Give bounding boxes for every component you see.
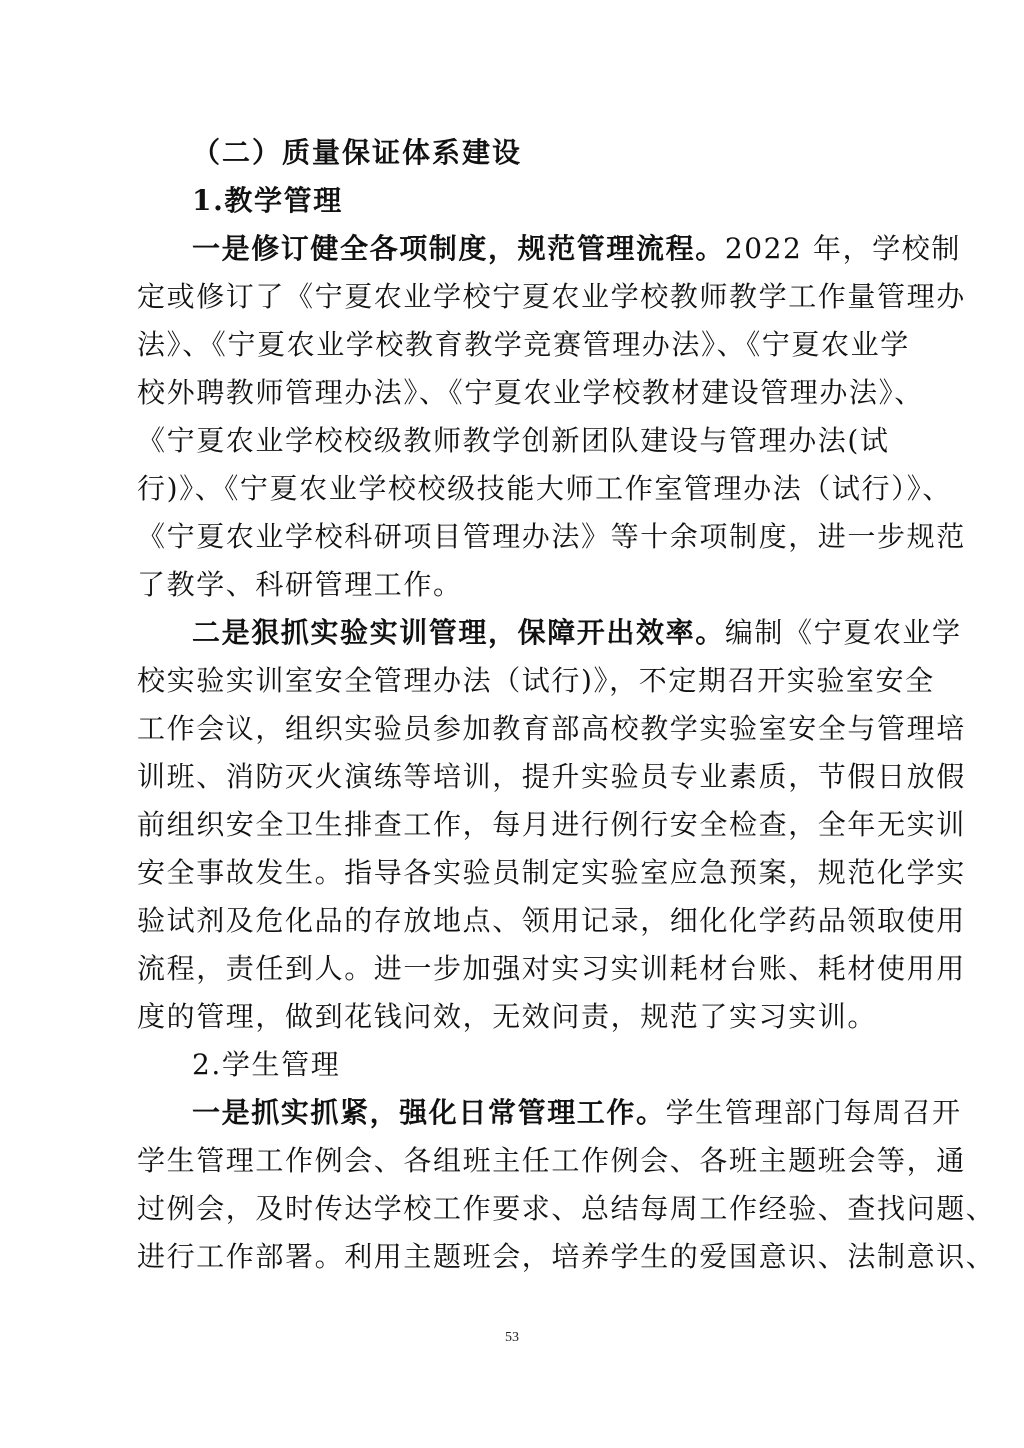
paragraph-3-line-1	[192, 1093, 962, 1133]
paragraph-1-line: 定或修订了《宁夏农业学校宁夏农业学校教师教学工作量管理办	[137, 280, 966, 313]
paragraph-1-line-1	[192, 229, 961, 269]
paragraph-2-line: 前组织安全卫生排查工作，每月进行例行安全检查，全年无实训	[137, 808, 966, 841]
paragraph-1-line-1-rest: 2022 年，学校制	[724, 232, 961, 265]
paragraph-1-line: 《宁夏农业学校科研项目管理办法》等十余项制度，进一步规范	[137, 520, 966, 553]
paragraph-3-line-1-rest: 学生管理部门每周召开	[665, 1096, 962, 1129]
paragraph-2-line: 训班、消防灭火演练等培训，提升实验员专业素质，节假日放假	[137, 760, 966, 793]
page-number: 53	[505, 1330, 519, 1345]
paragraph-1-line: 《宁夏农业学校校级教师教学创新团队建设与管理办法(试	[137, 424, 890, 457]
paragraph-2-line: 安全事故发生。指导各实验员制定实验室应急预案，规范化学实	[137, 856, 966, 889]
paragraph-3-line: 过例会，及时传达学校工作要求、总结每周工作经验、查找问题、	[137, 1192, 996, 1225]
section-title: （二）质量保证体系建设	[192, 136, 523, 169]
paragraph-3-line: 学生管理工作例会、各组班主任工作例会、各班主题班会等，通	[137, 1144, 966, 1177]
paragraph-1-line: 行)》、《宁夏农业学校校级技能大师工作室管理办法（试行）》、	[137, 472, 952, 505]
paragraph-2-lead: 二是狠抓实验实训管理，保障开出效率。	[192, 616, 725, 649]
heading-teaching-management: 1.教学管理	[192, 184, 343, 217]
paragraph-1-lead: 一是修订健全各项制度，规范管理流程。	[192, 232, 725, 265]
paragraph-2-line: 校实验实训室安全管理办法（试行)》，不定期召开实验室安全	[137, 664, 935, 697]
paragraph-1-line: 校外聘教师管理办法》、《宁夏农业学校教材建设管理办法》、	[137, 376, 924, 409]
paragraph-1-line: 了教学、科研管理工作。	[137, 568, 463, 601]
paragraph-2-line: 流程，责任到人。进一步加强对实习实训耗材台账、耗材使用用	[137, 952, 966, 985]
paragraph-2-line-1-rest: 编制《宁夏农业学	[724, 616, 962, 649]
paragraph-2-line: 度的管理，做到花钱问效，无效问责，规范了实习实训。	[137, 1000, 878, 1033]
paragraph-3-line: 进行工作部署。利用主题班会，培养学生的爱国意识、法制意识、	[137, 1240, 996, 1273]
paragraph-1-line: 法》、《宁夏农业学校教育教学竞赛管理办法》、《宁夏农业学	[137, 328, 910, 361]
paragraph-3-lead: 一是抓实抓紧，强化日常管理工作。	[192, 1096, 666, 1129]
heading-student-management: 2.学生管理	[192, 1048, 341, 1081]
paragraph-2-line: 工作会议，组织实验员参加教育部高校教学实验室安全与管理培	[137, 712, 966, 745]
paragraph-2-line: 验试剂及危化品的存放地点、领用记录，细化化学药品领取使用	[137, 904, 966, 937]
paragraph-2-line-1	[192, 613, 962, 653]
